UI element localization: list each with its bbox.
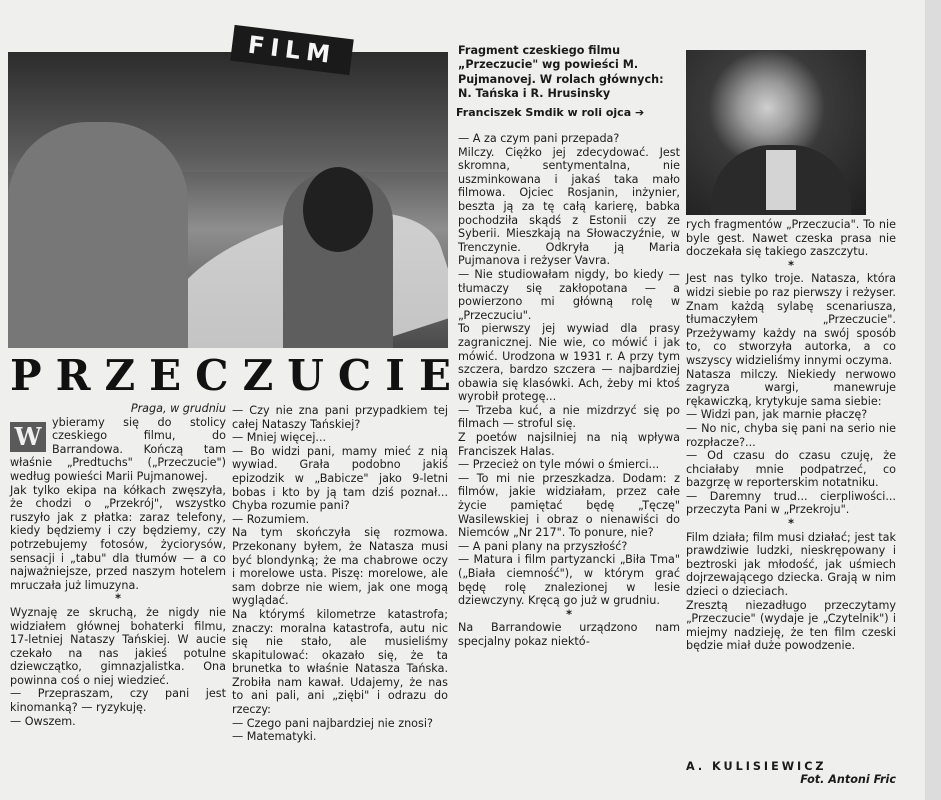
article-column-4 — [686, 218, 896, 653]
paragraph: — Trzeba kuć, a nie mizdrzyć się po filmach — stroful się. — [458, 403, 680, 431]
paragraph: Jak tylko ekipa na kółkach zwęszyła, że chodzi o „Przekrój", wszystko ruszyło jak z płatka: zaraz telefony, kiedy będziemy i czy będziemy, czy potrzebujemy fotosów, życiorysów, sensacji i „tabu" dla tłumów — a co najważniejsze, przed naszym hotelem mruczała już limuzyna. — [10, 483, 226, 592]
dateline: Praga, w grudniu — [130, 402, 226, 415]
paragraph: — A pani plany na przyszłość? — [458, 539, 628, 553]
paragraph: Zresztą niezadługo przeczytamy „Przeczucie" (wydaje je „Czytelnik") i miejmy nadzieję, że ten film czeski będzie miał duże powodzenie. — [686, 598, 896, 653]
paragraph: — Matura i film partyzancki „Biła Tma" („Biała ciemność"), w którym grać będę rolę znalezionej w lesie dziewczyny. Kręcą go już w grudniu. — [458, 553, 680, 608]
paragraph: ybieramy się do stolicy czeskiego filmu, do Barrandowa. Kończą tam właśnie „Predtuchs" („Przeczucie") według powieści Marii Pujmanowej. — [10, 415, 226, 483]
paragraph: — Od czasu do czasu czuję, że chciałaby mnie podpatrzeć, co bazgrzę w reporterskim notatniku. — [686, 449, 896, 490]
caption-main: Fragment czeskiego filmu „Przeczucie" wg powieści M. Pujmanovej. W rolach głównych: N. Tańska i R. Hrusinsky — [458, 44, 664, 101]
section-divider: * — [566, 607, 572, 621]
article-column-2 — [232, 404, 448, 744]
paragraph: Na którymś kilometrze katastrofa; znaczy: moralna katastrofa, autu nic się nie stało, ale musieliśmy skapitulować: okazało się, że ta brunetka to właśnie Natasza Tańska. Zrobiła nam kawał. Udajemy, że nas to ani pali, ani „ziębi" i odrazu do rzeczy: — [232, 607, 448, 717]
byline — [686, 760, 896, 786]
paragraph: — Daremny trud... cierpliwości... przeczyta Pani w „Przekroju". — [686, 489, 896, 517]
paragraph: — Mniej więcej... — [232, 431, 327, 445]
paragraph: — Przepraszam, czy pani jest kinomanką? — ryzykuję. — [10, 687, 226, 715]
drop-cap: W — [10, 422, 46, 452]
article-column-3 — [458, 132, 680, 649]
paragraph: Z poetów najsilniej na nią wpływa Franciszek Halas. — [458, 431, 680, 458]
paragraph: rych fragmentów „Przeczucia". To nie byle gest. Nawet czeska prasa nie doczekała się takiego zaszczytu. — [686, 218, 896, 259]
paragraph: Na Barrandowie urządzono nam specjalny pokaz niektó- — [458, 621, 680, 648]
section-divider: * — [115, 592, 121, 606]
caption-second: Franciszek Smdik w roli ojca — [456, 106, 632, 119]
paragraph: — A za czym pani przepada? — [458, 132, 620, 145]
section-divider: * — [788, 258, 794, 272]
article-headline: PRZECZUCIE — [10, 351, 465, 400]
paragraph: Wyznaję ze skruchą, że nigdy nie widziałem głównej bohaterki filmu, 17-letniej Nataszy Tańskiej. W aucie czekało na nas jakieś potulne dziewczątko, gimnazjalistka. Ona powinna coś o niej wiedzieć. — [10, 605, 226, 687]
photo-caption-second — [456, 106, 686, 120]
paragraph: — No nic, chyba się pani na serio nie rozpłacze?... — [686, 421, 896, 449]
article-column-1 — [10, 402, 226, 728]
arrow-right-icon: ➔ — [634, 106, 645, 119]
paragraph: Milczy. Ciężko jej zdecydować. Jest skromna, sentymentalna, nie uszminkowana i jakaś taka mało filmowa. Ojciec Rosjanin, inżynier, beszta ją za tę całą karierę, babka pochodziła skądś z Estonii czy ze Syberii. Mieszkają na Słowaczyźnie, w Trenczynie. Odkryła ją Maria Pujmanova i reżyser Vavra. — [458, 145, 680, 268]
portrait-photo — [686, 50, 866, 215]
film-still-photo — [8, 52, 448, 348]
paragraph: — Przecież on tyle mówi o śmierci... — [458, 458, 660, 472]
paragraph: Jest nas tylko troje. Natasza, która widzi siebie po raz pierwszy i reżyser. Znam każdą sylabę scenariusza, tłumaczyłem „Przeczucie". Przeżywamy każdy na swój sposób to, co stworzyła autorka, a co wszyscy widzieliśmy innymi oczyma. — [686, 272, 896, 367]
paragraph: — Widzi pan, jak marnie płaczę? — [686, 408, 868, 422]
paragraph: — Owszem. — [10, 714, 76, 728]
paragraph: — To mi nie przeszkadza. Dodam: z filmów, jakie widziałam, przez całe życie pamiętać będę „Tęczę" Wasilewskiej i obraz o nienawiści do Niemców „Nr 217". To ponure, nie? — [458, 471, 680, 540]
paragraph: — Czy nie zna pani przypadkiem tej całej Nataszy Tańskiej? — [232, 404, 448, 431]
author-name: A. KULISIEWICZ — [686, 760, 827, 773]
paragraph: Natasza milczy. Niekiedy nerwowo zagryza wargi, manewruje rękawiczką, krytykuje sama siebie: — [686, 367, 896, 408]
paragraph: Film działa; film musi działać; jest tak prawdziwie ludzki, nieskrępowany i beztroski jak młodość, jak uśmiech dojrzewającego dziecka. Grają w nim dzieci o dzieciach. — [686, 530, 896, 599]
paragraph: — Matematyki. — [232, 730, 317, 744]
section-label: FILM — [230, 25, 353, 75]
paragraph: To pierwszy jej wywiad dla prasy zagranicznej. Nie wie, co mówić i jak mówić. Urodzona w 1931 r. A przy tym szczera, bardzo szczera — najbardziej obawia się klasówki. Ach, żeby mi ktoś wyrobił protegę... — [458, 322, 680, 404]
paragraph: — Nie studiowałam nigdy, bo kiedy — tłumaczy się zakłopotana — a powierzono mi główną rolę w „Przeczuciu". — [458, 267, 680, 322]
paragraph: — Bo widzi pani, mamy mieć z nią wywiad. Grała podobno jakiś epizodzik w „Babicze" jako 9-letni bobas i kto by ją tam dziś poznał... Chyba rozumie pani? — [232, 444, 448, 513]
photo-caption — [458, 44, 680, 102]
section-divider: * — [788, 517, 794, 531]
paragraph: Na tym skończyła się rozmowa. Przekonany byłem, że Natasza musi być blondynką; że ma chabrowe oczy i morelowe usta. Piszę: morelowe, ale sam dobrze nie wiem, jak one mogą wyglądać. — [232, 526, 448, 608]
page-edge — [925, 0, 941, 800]
photo-credit: Fot. Antoni Fric — [800, 773, 896, 786]
paragraph: — Rozumiem. — [232, 512, 310, 526]
paragraph: — Czego pani najbardziej nie znosi? — [232, 716, 433, 730]
